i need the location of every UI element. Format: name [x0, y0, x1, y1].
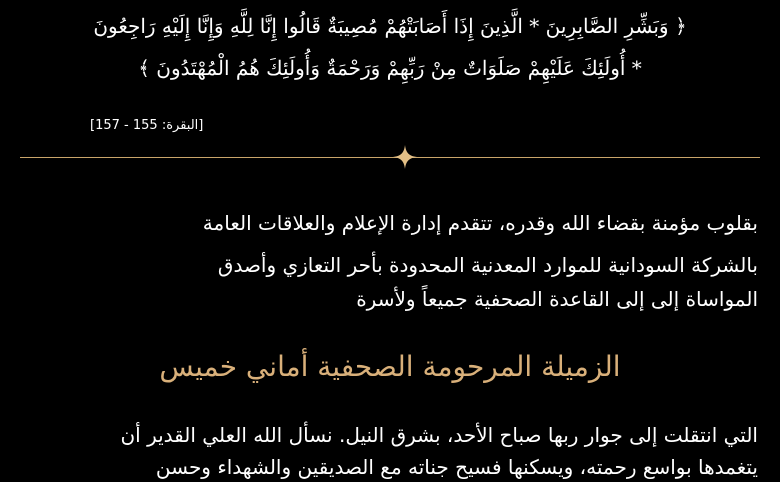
divider-line [20, 157, 760, 158]
star-diamond-ornament-icon [393, 145, 417, 169]
condolence-line-4: التي انتقلت إلى جوار ربها صباح الأحد، بشرق النيل. نسأل الله العلي القدير أن [120, 423, 758, 447]
condolence-line-2: بالشركة السودانية للموارد المعدنية المحدودة بأحر التعازي وأصدق [217, 253, 758, 277]
verse-line-1: ﴿ وَبَشِّرِ الصَّابِرِينَ * الَّذِينَ إِذَا أَصَابَتْهُمْ مُصِيبَةٌ قَالُوا إِنَّا لِلَّهِ وَإِنَّا إِلَيْهِ رَاجِعُونَ [93, 14, 687, 38]
condolence-line-3: المواساة إلى إلى القاعدة الصحفية جميعاً ولأسرة [356, 287, 758, 311]
verse-reference: [البقرة: 155 - 157] [90, 118, 204, 133]
verse-line-2: * أُولَئِكَ عَلَيْهِمْ صَلَوَاتٌ مِنْ رَبِّهِمْ وَرَحْمَةٌ وَأُولَئِكَ هُمُ الْمُهْتَدُونَ ﴾ [138, 56, 642, 80]
condolence-line-5: يتغمدها بواسع رحمته، ويسكنها فسيح جناته مع الصديقين والشهداء وحسن [155, 455, 758, 479]
deceased-name-heading: الزميلة المرحومة الصحفية أماني خميس [159, 350, 621, 383]
condolence-line-1: بقلوب مؤمنة بقضاء الله وقدره، تتقدم إدارة الإعلام والعلاقات العامة [202, 211, 758, 235]
